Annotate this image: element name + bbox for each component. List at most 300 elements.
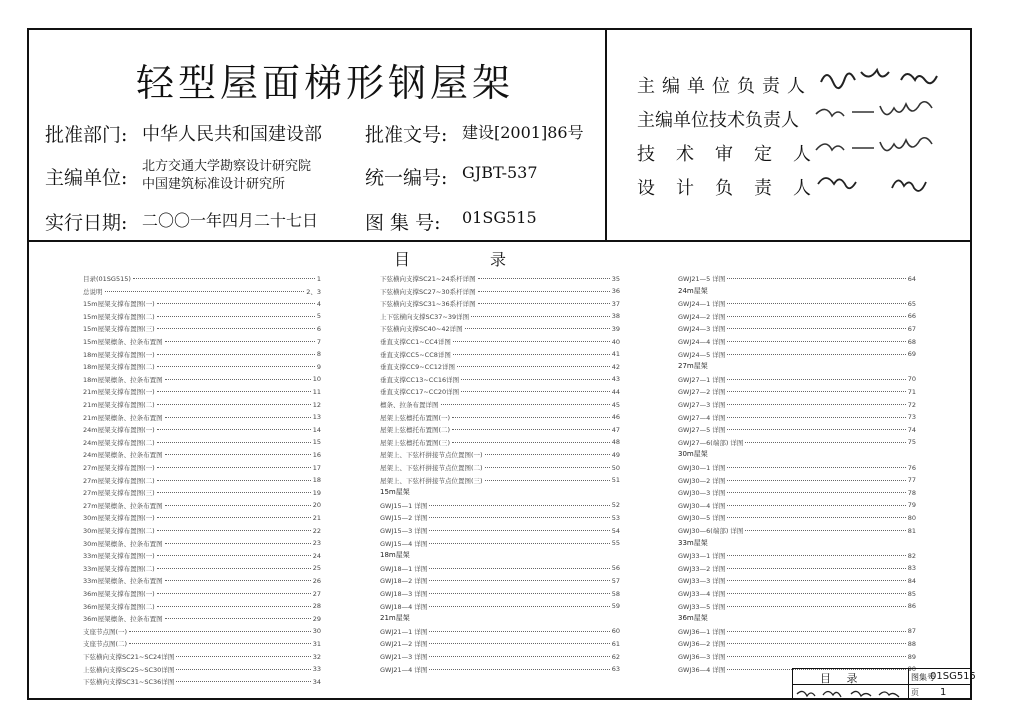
toc-entry-title: 下弦横向支撑SC31~SC36详图 bbox=[83, 678, 175, 687]
toc-entry-title: 下弦横向支撑SC31~36系杆详图 bbox=[380, 300, 476, 309]
toc-entry-page: 54 bbox=[611, 526, 620, 535]
toc-entry-page: 90 bbox=[907, 665, 916, 674]
toc-entry-title: GWJ18—3 详图 bbox=[380, 590, 428, 598]
toc-entry-title: GWJ27—6(端部) 详图 bbox=[678, 438, 744, 447]
toc-entry bbox=[83, 310, 321, 323]
toc-leader-dots bbox=[727, 555, 905, 556]
toc-entry-title: 支座节点图(一) bbox=[83, 627, 128, 636]
toc-entry-page: 26 bbox=[312, 576, 321, 585]
toc-entry-title: GWJ27—1 详图 bbox=[678, 375, 726, 384]
toc-entry-title: GWJ33—2 详图 bbox=[678, 564, 726, 573]
toc-entry bbox=[380, 423, 620, 436]
toc-entry-page: 6 bbox=[316, 324, 321, 333]
toc-entry bbox=[83, 486, 321, 499]
toc-leader-dots bbox=[452, 417, 610, 418]
toc-entry-page: 28 bbox=[312, 602, 321, 611]
toc-entry-title: 上弦横向支撑SC25~SC30详图 bbox=[83, 665, 175, 674]
toc-entry-page: 83 bbox=[907, 564, 916, 573]
toc-entry bbox=[380, 335, 620, 348]
toc-leader-dots bbox=[727, 391, 905, 392]
toc-entry-page: 11 bbox=[312, 387, 321, 396]
toc-entry-title: 33m屋架支撑布置图(一) bbox=[83, 552, 155, 561]
toc-leader-dots bbox=[176, 681, 310, 682]
toc-leader-dots bbox=[461, 391, 610, 392]
toc-entry-page: 60 bbox=[611, 627, 620, 636]
toc-entry bbox=[83, 461, 321, 474]
toc-entry bbox=[83, 574, 321, 587]
toc-entry-title: 15m屋架支撑布置图(一) bbox=[83, 300, 155, 309]
toc-entry-page: 4 bbox=[316, 299, 321, 308]
toc-entry-page: 1 bbox=[316, 274, 321, 283]
toc-entry-page: 77 bbox=[907, 476, 916, 485]
toc-entry-title: GWJ27—4 详图 bbox=[678, 413, 726, 422]
unified-no-label: 统一编号: bbox=[365, 167, 448, 189]
toc-entry-page: 20 bbox=[312, 501, 321, 510]
toc-leader-dots bbox=[165, 417, 311, 418]
toc-entry bbox=[83, 650, 321, 663]
toc-entry-page: 23 bbox=[312, 539, 321, 548]
toc-leader-dots bbox=[727, 631, 905, 632]
toc-entry-page: 21 bbox=[312, 513, 321, 522]
toc-leader-dots bbox=[461, 379, 610, 380]
toc-leader-dots bbox=[745, 530, 905, 531]
toc-entry-page: 76 bbox=[907, 463, 916, 472]
toc-entry bbox=[83, 625, 321, 638]
toc-entry bbox=[380, 587, 620, 600]
toc-leader-dots bbox=[165, 543, 311, 544]
toc-leader-dots bbox=[429, 643, 609, 644]
approval-dept-value: 中华人民共和国建设部 bbox=[142, 124, 322, 145]
toc-entry bbox=[83, 663, 321, 676]
editor-unit-value-1: 北方交通大学勘察设计研究院 bbox=[142, 159, 312, 174]
toc-entry-title: GWJ21—5 详图 bbox=[678, 275, 726, 283]
toc-entry-title: 21m屋架支撑布置图(二) bbox=[83, 401, 155, 409]
toc-entry bbox=[380, 297, 620, 310]
toc-entry-title: GWJ18—4 详图 bbox=[380, 602, 428, 611]
toc-section-heading: 30m屋架 bbox=[678, 450, 708, 459]
toc-entry-title: 下弦横向支撑SC21~24系杆详图 bbox=[380, 275, 476, 283]
toc-leader-dots bbox=[165, 618, 311, 619]
toc-entry bbox=[678, 486, 916, 499]
toc-entry-title: 垂直支撑CC17~CC20详图 bbox=[380, 388, 460, 397]
toc-entry bbox=[678, 398, 916, 411]
toc-entry-title: GWJ30—1 详图 bbox=[678, 464, 726, 472]
toc-section-heading: 21m屋架 bbox=[380, 614, 410, 623]
toc-entry bbox=[83, 511, 321, 524]
toc-entry bbox=[83, 436, 321, 449]
toc-entry bbox=[678, 474, 916, 487]
toc-entry bbox=[678, 625, 916, 638]
toc-entry bbox=[380, 511, 620, 524]
toc-entry-title: GWJ36—3 详图 bbox=[678, 653, 726, 661]
approval-doc-value: 建设[2001]86号 bbox=[462, 123, 584, 142]
toc-entry-page: 88 bbox=[907, 639, 916, 648]
toc-leader-dots bbox=[727, 606, 905, 607]
toc-entry bbox=[678, 297, 916, 310]
toc-entry-title: GWJ15—1 详图 bbox=[380, 501, 428, 510]
toc-entry bbox=[380, 373, 620, 386]
atlas-no-label: 图 集 号: bbox=[365, 212, 441, 234]
toc-entry bbox=[380, 499, 620, 512]
toc-leader-dots bbox=[157, 429, 311, 430]
toc-leader-dots bbox=[745, 442, 905, 443]
toc-entry-title: GWJ15—3 详图 bbox=[380, 527, 428, 535]
contents-heading: 目录 bbox=[393, 250, 586, 269]
signature-tech-chief bbox=[812, 98, 962, 128]
toc-leader-dots bbox=[429, 580, 609, 581]
toc-leader-dots bbox=[157, 492, 311, 493]
toc-entry bbox=[83, 297, 321, 310]
toc-entry-page: 66 bbox=[907, 312, 916, 321]
toc-entry-title: 27m屋架支撑布置图(一) bbox=[83, 464, 155, 472]
toc-entry bbox=[83, 423, 321, 436]
editor-unit-value-2: 中国建筑标准设计研究所 bbox=[142, 177, 286, 192]
toc-entry bbox=[83, 348, 321, 361]
toc-entry bbox=[83, 272, 321, 285]
toc-entry-page: 67 bbox=[907, 324, 916, 333]
toc-entry-title: 15m屋架支撑布置图(三) bbox=[83, 325, 155, 334]
toc-entry-page: 7 bbox=[316, 337, 321, 346]
toc-entry-page: 47 bbox=[611, 425, 620, 434]
toc-entry-title: 24m屋架檩条、拉条布置图 bbox=[83, 451, 163, 460]
toc-leader-dots bbox=[727, 580, 905, 581]
title-block-signatures bbox=[795, 686, 905, 699]
approval-dept-label: 批准部门: bbox=[45, 124, 128, 146]
toc-leader-dots bbox=[429, 568, 609, 569]
toc-entry-page: 49 bbox=[611, 450, 620, 459]
toc-entry bbox=[678, 423, 916, 436]
toc-leader-dots bbox=[485, 454, 610, 455]
toc-entry bbox=[83, 373, 321, 386]
toc-entry bbox=[380, 637, 620, 650]
toc-leader-dots bbox=[727, 303, 905, 304]
toc-leader-dots bbox=[176, 669, 310, 670]
toc-entry-page: 31 bbox=[312, 639, 321, 648]
toc-leader-dots bbox=[157, 354, 315, 355]
toc-entry-page: 35 bbox=[611, 274, 620, 283]
toc-entry-title: GWJ30—3 详图 bbox=[678, 489, 726, 498]
toc-leader-dots bbox=[727, 593, 905, 594]
toc-entry-title: GWJ21—1 详图 bbox=[380, 627, 428, 636]
toc-leader-dots bbox=[157, 316, 315, 317]
toc-entry-page: 29 bbox=[312, 614, 321, 623]
toc-leader-dots bbox=[452, 442, 610, 443]
toc-leader-dots bbox=[157, 530, 311, 531]
signature-chief-unit bbox=[816, 62, 966, 92]
toc-entry bbox=[380, 272, 620, 285]
toc-leader-dots bbox=[129, 643, 311, 644]
toc-entry bbox=[678, 272, 916, 285]
toc-leader-dots bbox=[157, 606, 311, 607]
toc-entry-page: 75 bbox=[907, 438, 916, 447]
toc-entry-page: 14 bbox=[312, 425, 321, 434]
toc-entry-title: 15m屋架檩条、拉条布置图 bbox=[83, 338, 163, 346]
toc-entry-title: 18m屋架支撑布置图(一) bbox=[83, 350, 155, 359]
header-divider bbox=[27, 240, 972, 242]
toc-entry-title: 30m屋架支撑布置图(一) bbox=[83, 514, 155, 523]
toc-entry bbox=[380, 461, 620, 474]
toc-entry-page: 73 bbox=[907, 413, 916, 422]
toc-leader-dots bbox=[429, 656, 609, 657]
toc-leader-dots bbox=[429, 543, 609, 544]
toc-entry-page: 65 bbox=[907, 299, 916, 308]
toc-entry-title: GWJ27—2 详图 bbox=[678, 388, 726, 397]
atlas-no-value: 01SG515 bbox=[462, 208, 537, 227]
toc-entry-title: 支座节点图(二) bbox=[83, 640, 128, 649]
approval-doc-label: 批准文号: bbox=[365, 124, 448, 146]
toc-entry-title: 屋架上弦檩托布置图(一) bbox=[380, 413, 451, 422]
toc-entry-title: 屋架上弦檩托布置图(二) bbox=[380, 426, 451, 435]
toc-entry bbox=[83, 499, 321, 512]
toc-entry-page: 61 bbox=[611, 639, 620, 648]
toc-entry bbox=[678, 461, 916, 474]
toc-entry-title: GWJ21—2 详图 bbox=[380, 640, 428, 649]
toc-section-heading: 15m屋架 bbox=[380, 488, 410, 497]
toc-leader-dots bbox=[727, 341, 905, 342]
signature-design-chief bbox=[812, 168, 962, 198]
toc-entry bbox=[380, 348, 620, 361]
toc-entry bbox=[380, 537, 620, 550]
toc-entry-page: 36 bbox=[611, 287, 620, 296]
toc-leader-dots bbox=[727, 354, 905, 355]
toc-leader-dots bbox=[485, 467, 610, 468]
toc-leader-dots bbox=[157, 593, 311, 594]
toc-entry bbox=[380, 574, 620, 587]
toc-entry-title: 33m屋架檩条、拉条布置图 bbox=[83, 577, 163, 586]
toc-entry-title: GWJ36—4 详图 bbox=[678, 665, 726, 674]
toc-entry bbox=[83, 285, 321, 298]
toc-entry-title: GWJ27—5 详图 bbox=[678, 426, 726, 435]
toc-leader-dots bbox=[157, 303, 315, 304]
toc-entry-page: 5 bbox=[316, 312, 321, 321]
toc-leader-dots bbox=[429, 593, 609, 594]
toc-entry-page: 44 bbox=[611, 387, 620, 396]
toc-entry-page: 38 bbox=[611, 312, 620, 321]
toc-leader-dots bbox=[157, 568, 311, 569]
toc-leader-dots bbox=[478, 291, 610, 292]
toc-entry bbox=[380, 650, 620, 663]
toc-entry bbox=[83, 448, 321, 461]
toc-entry-page: 25 bbox=[312, 564, 321, 573]
toc-entry-title: 36m屋架檩条、拉条布置图 bbox=[83, 615, 163, 624]
toc-entry bbox=[678, 499, 916, 512]
toc-entry-title: GWJ33—4 详图 bbox=[678, 590, 726, 598]
toc-entry-page: 89 bbox=[907, 652, 916, 661]
toc-entry-page: 59 bbox=[611, 602, 620, 611]
toc-entry bbox=[678, 373, 916, 386]
toc-leader-dots bbox=[157, 555, 311, 556]
toc-entry-page: 37 bbox=[611, 299, 620, 308]
toc-entry bbox=[678, 600, 916, 613]
toc-entry-title: 33m屋架支撑布置图(二) bbox=[83, 564, 155, 573]
toc-entry bbox=[380, 448, 620, 461]
toc-entry-page: 27 bbox=[312, 589, 321, 598]
toc-entry-title: GWJ36—1 详图 bbox=[678, 627, 726, 636]
toc-entry-title: 屋架上、下弦杆拼接节点位置图(三) bbox=[380, 476, 483, 485]
effective-date-value: 二〇〇一年四月二十七日 bbox=[142, 211, 319, 230]
toc-leader-dots bbox=[176, 656, 310, 657]
toc-entry-title: 36m屋架支撑布置图(二) bbox=[83, 602, 155, 611]
toc-entry-title: 27m屋架支撑布置图(二) bbox=[83, 476, 155, 485]
toc-entry-title: GWJ24—5 详图 bbox=[678, 350, 726, 359]
toc-entry-page: 46 bbox=[611, 413, 620, 422]
toc-leader-dots bbox=[157, 391, 311, 392]
toc-section-heading: 18m屋架 bbox=[380, 551, 410, 560]
toc-leader-dots bbox=[157, 442, 311, 443]
toc-entry bbox=[678, 587, 916, 600]
toc-entry bbox=[380, 310, 620, 323]
toc-leader-dots bbox=[471, 316, 610, 317]
toc-entry-title: GWJ33—3 详图 bbox=[678, 577, 726, 586]
toc-entry bbox=[678, 650, 916, 663]
toc-entry-page: 84 bbox=[907, 576, 916, 585]
toc-entry-title: GWJ15—2 详图 bbox=[380, 514, 428, 523]
toc-entry-title: GWJ18—1 详图 bbox=[380, 564, 428, 573]
toc-leader-dots bbox=[157, 328, 315, 329]
toc-entry-title: GWJ24—2 详图 bbox=[678, 312, 726, 321]
toc-entry-page: 78 bbox=[907, 488, 916, 497]
toc-entry-page: 2、3 bbox=[306, 287, 321, 296]
toc-leader-dots bbox=[457, 366, 610, 367]
toc-entry bbox=[83, 322, 321, 335]
toc-entry-title: 18m屋架支撑布置图(二) bbox=[83, 363, 155, 372]
toc-entry bbox=[83, 600, 321, 613]
toc-entry-page: 43 bbox=[611, 375, 620, 384]
toc-leader-dots bbox=[727, 429, 905, 430]
toc-entry-title: 垂直支撑CC5~CC8详图 bbox=[380, 350, 451, 359]
toc-entry-page: 16 bbox=[312, 450, 321, 459]
toc-entry-page: 74 bbox=[907, 425, 916, 434]
toc-leader-dots bbox=[727, 417, 905, 418]
toc-leader-dots bbox=[157, 467, 311, 468]
toc-entry-page: 51 bbox=[611, 476, 620, 485]
toc-leader-dots bbox=[429, 530, 609, 531]
toc-entry-title: 屋架上弦檩托布置图(三) bbox=[380, 438, 451, 447]
toc-leader-dots bbox=[485, 480, 610, 481]
toc-leader-dots bbox=[452, 429, 610, 430]
toc-entry-page: 63 bbox=[611, 665, 620, 674]
toc-section-heading: 24m屋架 bbox=[678, 286, 708, 295]
toc-entry-title: GWJ18—2 详图 bbox=[380, 577, 428, 586]
toc-entry-page: 79 bbox=[907, 501, 916, 510]
toc-leader-dots bbox=[157, 404, 311, 405]
toc-leader-dots bbox=[157, 480, 311, 481]
toc-leader-dots bbox=[478, 303, 610, 304]
toc-entry-page: 40 bbox=[611, 337, 620, 346]
toc-entry bbox=[380, 398, 620, 411]
toc-entry-page: 15 bbox=[312, 438, 321, 447]
toc-leader-dots bbox=[727, 505, 905, 506]
editor-unit-label: 主编单位: bbox=[45, 167, 128, 189]
toc-entry-title: 下弦横向支撑SC27~30系杆详图 bbox=[380, 287, 476, 296]
toc-entry-page: 48 bbox=[611, 438, 620, 447]
toc-entry-page: 69 bbox=[907, 350, 916, 359]
sig-label-tech-chief: 主编单位技术负责人 bbox=[637, 110, 799, 131]
toc-entry bbox=[678, 385, 916, 398]
toc-entry-title: GWJ24—4 详图 bbox=[678, 338, 726, 346]
toc-entry bbox=[83, 398, 321, 411]
toc-entry-page: 24 bbox=[312, 551, 321, 560]
toc-entry bbox=[83, 675, 321, 688]
toc-entry-title: 21m屋架檩条、拉条布置图 bbox=[83, 413, 163, 422]
toc-entry bbox=[678, 322, 916, 335]
sig-label-tech-review: 技术审定人 bbox=[637, 144, 832, 165]
toc-entry-page: 85 bbox=[907, 589, 916, 598]
toc-entry-page: 18 bbox=[312, 476, 321, 485]
toc-entry bbox=[380, 600, 620, 613]
toc-entry bbox=[678, 436, 916, 449]
toc-leader-dots bbox=[727, 568, 905, 569]
toc-entry-page: 50 bbox=[611, 463, 620, 472]
toc-leader-dots bbox=[429, 631, 609, 632]
toc-leader-dots bbox=[465, 328, 610, 329]
toc-entry-title: GWJ21—4 详图 bbox=[380, 665, 428, 674]
toc-entry-page: 30 bbox=[312, 627, 321, 636]
toc-entry bbox=[678, 511, 916, 524]
toc-entry-page: 9 bbox=[316, 362, 321, 371]
toc-entry bbox=[83, 360, 321, 373]
toc-entry-page: 45 bbox=[611, 400, 620, 409]
toc-entry-title: 24m屋架支撑布置图(一) bbox=[83, 426, 155, 435]
toc-leader-dots bbox=[429, 505, 609, 506]
toc-entry bbox=[83, 587, 321, 600]
toc-entry-title: 上下弦横向支撑SC37~39详图 bbox=[380, 312, 470, 321]
unified-no-value: GJBT-537 bbox=[462, 163, 538, 182]
toc-entry-title: 15m屋架支撑布置图(二) bbox=[83, 312, 155, 321]
page-title: 轻型屋面梯形钢屋架 bbox=[135, 61, 514, 105]
toc-leader-dots bbox=[727, 492, 905, 493]
toc-entry-page: 53 bbox=[611, 513, 620, 522]
toc-leader-dots bbox=[453, 354, 610, 355]
toc-entry-title: GWJ27—3 详图 bbox=[678, 401, 726, 409]
toc-entry-page: 41 bbox=[611, 350, 620, 359]
toc-entry-title: GWJ36—2 详图 bbox=[678, 640, 726, 649]
toc-entry-page: 13 bbox=[312, 413, 321, 422]
toc-leader-dots bbox=[727, 517, 905, 518]
toc-entry bbox=[678, 562, 916, 575]
toc-entry bbox=[380, 322, 620, 335]
toc-entry-title: 27m屋架檩条、拉条布置图 bbox=[83, 501, 163, 510]
toc-entry bbox=[83, 612, 321, 625]
toc-entry bbox=[380, 625, 620, 638]
toc-entry bbox=[83, 385, 321, 398]
toc-entry bbox=[83, 637, 321, 650]
title-block-name: 目 录 bbox=[820, 672, 864, 685]
toc-entry-title: GWJ15—4 详图 bbox=[380, 539, 428, 548]
toc-leader-dots bbox=[478, 278, 610, 279]
toc-leader-dots bbox=[133, 278, 315, 279]
toc-leader-dots bbox=[727, 656, 905, 657]
toc-entry-page: 87 bbox=[907, 627, 916, 636]
toc-entry-title: 24m屋架支撑布置图(二) bbox=[83, 438, 155, 447]
toc-leader-dots bbox=[157, 517, 311, 518]
header-vertical-divider bbox=[605, 28, 607, 240]
toc-leader-dots bbox=[429, 517, 609, 518]
toc-leader-dots bbox=[165, 341, 315, 342]
toc-leader-dots bbox=[165, 580, 311, 581]
title-block-page-value: 1 bbox=[940, 687, 947, 698]
toc-entry-title: 屋架上、下弦杆拼接节点位置图(一) bbox=[380, 451, 483, 460]
toc-entry-title: GWJ33—5 详图 bbox=[678, 602, 726, 611]
toc-entry-page: 10 bbox=[312, 375, 321, 384]
toc-leader-dots bbox=[165, 454, 311, 455]
toc-entry-title: GWJ30—6(端部) 详图 bbox=[678, 527, 744, 535]
toc-entry-page: 39 bbox=[611, 324, 620, 333]
toc-entry-page: 72 bbox=[907, 400, 916, 409]
toc-entry-page: 55 bbox=[611, 539, 620, 548]
toc-entry-page: 19 bbox=[312, 488, 321, 497]
toc-leader-dots bbox=[727, 643, 905, 644]
